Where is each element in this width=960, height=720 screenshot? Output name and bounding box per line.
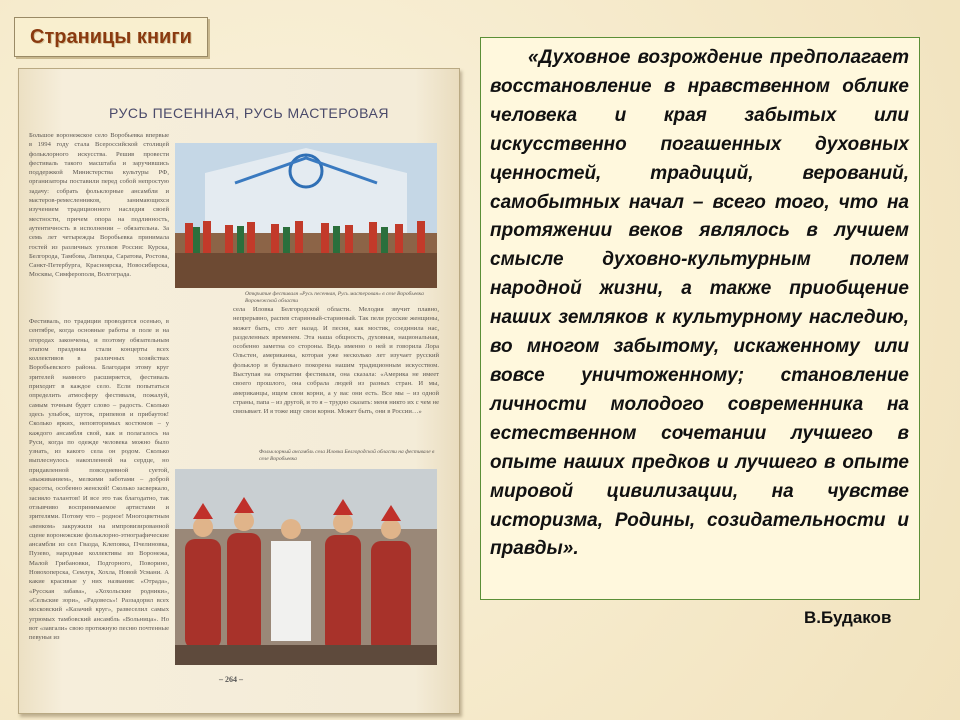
folk-ensemble-photo <box>175 469 437 665</box>
quote-box <box>480 37 920 600</box>
book-page-heading: РУСЬ ПЕСЕННАЯ, РУСЬ МАСТЕРОВАЯ <box>109 105 389 121</box>
quote-author: В.Будаков <box>804 608 892 627</box>
book-column-right-mid: села Иловка Белгородской области. Мелодия звучит плавно, непрерывно, распев старинный-старинный. Так пели русские женщины, может быть, сто лет назад. И песня, как мостик, соединила нас, разделенных временем. Эта наша общность, духовная, национальная, особенно заметна со стороны. Ведь именно о ней и говорила Лора Ольстен, американка, которая уже несколько лет изучает русский фольклор и буквально покорена нашим традиционным искусством. Выступая на открытии фестиваля, она сказала: «Америка не имеет своего прошлого, она собрала людей из разных стран. И мы, американцы, ищем свои корни, а у вас они есть. Все мы – из одной страны, папа – из другой, и то я – трудно сказать: меня никто их с чем не связывает. И я тоже ищу свои корни. Может быть, они в России…» <box>233 306 439 416</box>
quote-text: «Духовное возрождение предполагает восстановление в нравственном облике человека и края забытых или искусственно погашенных духовных ценностей, традиций, верований, самобытных начал – всего того, что на протяжении веков являлось в лучшем смысле духовно-культурным полем народной жизни, а также приобщение наших земляков к культурному наследию, во многом забытому, искаженному или вовсе уничтоженному; становление личности молодого современника на естественном сочетании лучшего в опыте наших предков и лучшего в опыте мировой цивилизации, на чувстве историзма, Родины, созидательности и правды». <box>490 47 909 560</box>
book-page-image <box>18 68 460 714</box>
book-column-left-bottom: Фестиваль, по традиции проводится осенью, в сентябре, когда основные работы в поле и на огородах закончены, и поэтому обязательным этапом праздника стали концерты всех коллективов в различных хозяйствах Воробьевского района. Благодаря этому круг зрителей намного расширяется, фестиваль приходит в каждое село. Если попытаться определить атмосферу фестиваля, пожалуй, самым точным будет слово – радость. Сколько здесь улыбок, шуток, припевов и прибауток! Сколько ярких, неповторимых костюмов – у каждого ансамбля свой, как и полагалось на Руси, когда по одежде человека можно было узнать, из какого села он родом. Сколько выплеснулось накопленной на сердце, но придавленной повседневной суетой, «выживанием», мелкими заботами – доброй красоты, особенно женской! Сколько засверкало, засияло талантов! И все это так благодатно, так отзывчиво воспринимаемое артистами и зрителями. Потому что – родное! Многоцветным «венком» закружили на импровизированной сцене воронежские фольклорно-этнографические ансамбли из сел Гвазда, Клеповка, Пчелиновка, Пузево, народные коллективы из Воронежа, Малой Грибановки, Подгорного, Поворино, Новохоперска, Семлук, Хохла, Новой Усмани. А какие красивые у них названия: «Отрада», «Русская забава», «Хохольские родники», «Сельские зори», «Радовесь»! Раззадорил всех московский «Казачий круг», развеселил самых угрюмых тамбовский ансамбль «Вольница». Но вот «завгали» свою протяжную песню почтенные певуньи из <box>29 318 169 642</box>
slide-title: Страницы книги <box>30 25 192 48</box>
slide-title-box <box>14 17 208 57</box>
photo-caption-2: Фольклорный ансамбль села Иловка Белгородской области на фестивале в селе Воробьевка <box>259 449 435 462</box>
photo-caption-1: Открытие фестиваля «Русь песенная, Русь мастеровая» в селе Воробьевка Воронежской области <box>245 291 424 304</box>
book-page-number: – 264 – <box>219 675 243 684</box>
festival-stage-photo <box>175 143 437 288</box>
book-column-left-top: Большое воронежское село Воробьевка впервые в 1994 году стала Всероссийской столицей фольклорного искусства. Решив провести фестиваль такого масштаба и заручившись поддержкой Министерства культуры РФ, организаторы поставили перед собой непростую задачу: собрать фольклорные ансамбли и мастеров-ремесленников, занимающихся изучением традиционного наследия своей местности, причем опора на подлинность, аутентичность в исполнении – обязательна. За семь лет четырежды Воробьевка принимала гостей из различных уголков России: Курска, Белгорода, Тамбова, Липецка, Саратова, Ростова, Санкт-Петербурга, Красноярска, Новосибирска, Москвы, Симферополя, Волгограда. <box>29 132 169 279</box>
